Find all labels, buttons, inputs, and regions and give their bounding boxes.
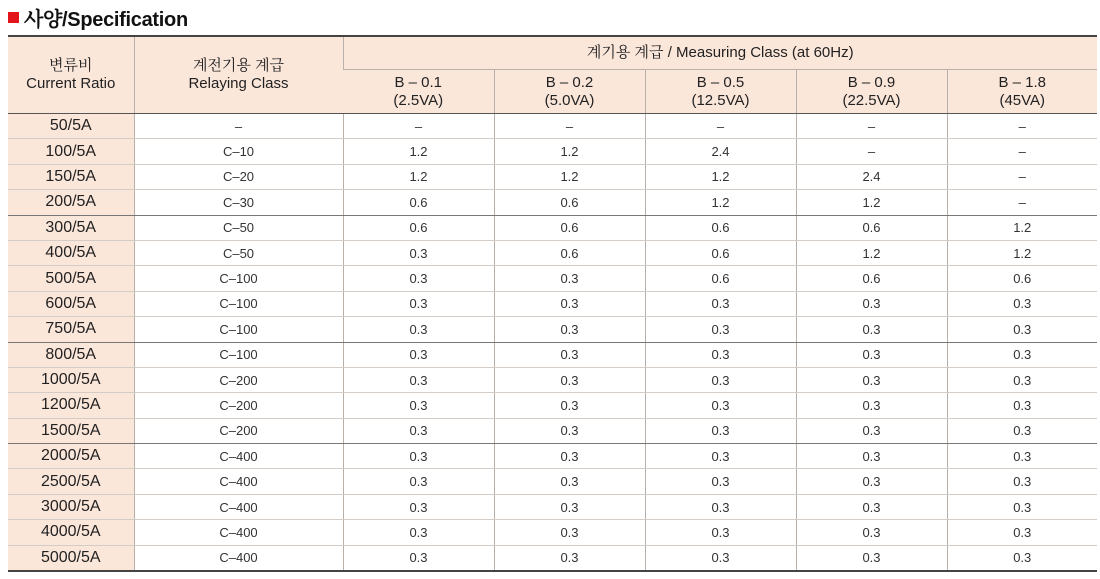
measuring-value-cell: 0.3 <box>796 494 947 519</box>
current-ratio-cell: 400/5A <box>8 240 134 265</box>
table-row <box>8 469 1097 494</box>
measuring-value-cell: 0.3 <box>947 342 1097 367</box>
measuring-value-cell: 0.3 <box>796 367 947 392</box>
header-measuring-class: 계기용 계급 / Measuring Class (at 60Hz) <box>343 36 1097 70</box>
measuring-value-cell: 0.6 <box>796 266 947 291</box>
header-class-va: (12.5VA) <box>691 91 750 109</box>
current-ratio-cell: 1000/5A <box>8 367 134 392</box>
measuring-value-cell: 0.3 <box>645 418 796 443</box>
header-class-name: B – 0.2 <box>545 73 594 91</box>
measuring-value-cell: 0.3 <box>947 393 1097 418</box>
relaying-class-cell: C–20 <box>134 164 343 189</box>
measuring-value-cell: 0.3 <box>947 545 1097 571</box>
relaying-class-cell: C–100 <box>134 317 343 342</box>
measuring-value-cell: – <box>343 114 494 139</box>
measuring-value-cell: 0.6 <box>645 266 796 291</box>
measuring-value-cell: – <box>796 114 947 139</box>
relaying-class-cell: C–200 <box>134 393 343 418</box>
measuring-value-cell: 1.2 <box>343 164 494 189</box>
measuring-value-cell: 1.2 <box>796 240 947 265</box>
measuring-value-cell: 0.3 <box>494 367 645 392</box>
measuring-value-cell: 0.3 <box>343 367 494 392</box>
current-ratio-cell: 750/5A <box>8 317 134 342</box>
measuring-value-cell: 0.3 <box>645 545 796 571</box>
relaying-class-cell: C–400 <box>134 494 343 519</box>
relaying-class-cell: C–200 <box>134 418 343 443</box>
red-square-icon <box>8 12 19 23</box>
measuring-value-cell: 0.3 <box>343 291 494 316</box>
current-ratio-cell: 50/5A <box>8 114 134 139</box>
table-row <box>8 444 1097 469</box>
measuring-value-cell: 0.3 <box>947 418 1097 443</box>
measuring-value-cell: 1.2 <box>796 190 947 215</box>
header-relaying-class-en: Relaying Class <box>188 75 289 92</box>
measuring-value-cell: 0.3 <box>796 418 947 443</box>
header-current-ratio-en: Current Ratio <box>26 75 116 92</box>
current-ratio-cell: 1200/5A <box>8 393 134 418</box>
measuring-value-cell: 1.2 <box>343 139 494 164</box>
measuring-value-cell: 0.3 <box>796 520 947 545</box>
header-class-2 <box>645 70 796 114</box>
measuring-value-cell: 0.3 <box>645 317 796 342</box>
table-row <box>8 545 1097 571</box>
relaying-class-cell: C–200 <box>134 367 343 392</box>
relaying-class-cell: C–400 <box>134 520 343 545</box>
header-class-va: (22.5VA) <box>842 91 901 109</box>
current-ratio-cell: 5000/5A <box>8 545 134 571</box>
measuring-value-cell: 0.6 <box>645 215 796 240</box>
measuring-value-cell: 0.3 <box>645 520 796 545</box>
measuring-value-cell: 0.3 <box>796 342 947 367</box>
header-class-va: (2.5VA) <box>393 91 444 109</box>
current-ratio-cell: 2000/5A <box>8 444 134 469</box>
relaying-class-cell: C–400 <box>134 469 343 494</box>
measuring-value-cell: 0.3 <box>947 494 1097 519</box>
measuring-value-cell: 2.4 <box>645 139 796 164</box>
measuring-value-cell: 0.3 <box>947 444 1097 469</box>
measuring-value-cell: 0.3 <box>343 494 494 519</box>
current-ratio-cell: 800/5A <box>8 342 134 367</box>
relaying-class-cell: – <box>134 114 343 139</box>
measuring-value-cell: 0.3 <box>796 469 947 494</box>
measuring-value-cell: 0.3 <box>343 342 494 367</box>
relaying-class-cell: C–400 <box>134 545 343 571</box>
relaying-class-cell: C–100 <box>134 266 343 291</box>
header-class-name: B – 1.8 <box>998 73 1047 91</box>
measuring-value-cell: 0.3 <box>343 317 494 342</box>
measuring-value-cell: 0.6 <box>494 190 645 215</box>
table-row <box>8 240 1097 265</box>
measuring-value-cell: 0.3 <box>645 494 796 519</box>
current-ratio-cell: 150/5A <box>8 164 134 189</box>
table-row <box>8 291 1097 316</box>
table-row <box>8 342 1097 367</box>
measuring-value-cell: 0.3 <box>494 342 645 367</box>
header-relaying-class <box>134 36 343 114</box>
measuring-value-cell: – <box>796 139 947 164</box>
measuring-value-cell: 0.3 <box>494 418 645 443</box>
measuring-value-cell: 0.6 <box>343 190 494 215</box>
current-ratio-cell: 200/5A <box>8 190 134 215</box>
table-row <box>8 367 1097 392</box>
measuring-value-cell: 0.6 <box>947 266 1097 291</box>
measuring-value-cell: 0.3 <box>494 291 645 316</box>
table-row <box>8 418 1097 443</box>
measuring-value-cell: – <box>947 190 1097 215</box>
header-class-3 <box>796 70 947 114</box>
relaying-class-cell: C–50 <box>134 215 343 240</box>
table-row <box>8 215 1097 240</box>
measuring-value-cell: 0.3 <box>947 469 1097 494</box>
measuring-value-cell: 0.3 <box>343 520 494 545</box>
relaying-class-cell: C–100 <box>134 342 343 367</box>
measuring-value-cell: 1.2 <box>494 139 645 164</box>
measuring-value-cell: 0.3 <box>494 520 645 545</box>
measuring-value-cell: 0.3 <box>645 367 796 392</box>
measuring-value-cell: 0.3 <box>947 367 1097 392</box>
measuring-value-cell: 1.2 <box>947 240 1097 265</box>
current-ratio-cell: 3000/5A <box>8 494 134 519</box>
measuring-value-cell: 0.3 <box>645 342 796 367</box>
measuring-value-cell: 0.3 <box>494 444 645 469</box>
table-row <box>8 164 1097 189</box>
current-ratio-cell: 1500/5A <box>8 418 134 443</box>
relaying-class-cell: C–10 <box>134 139 343 164</box>
measuring-value-cell: 0.3 <box>494 266 645 291</box>
table-row <box>8 266 1097 291</box>
header-class-name: B – 0.9 <box>847 73 896 91</box>
measuring-value-cell: 0.3 <box>343 393 494 418</box>
measuring-value-cell: 0.3 <box>796 444 947 469</box>
measuring-value-cell: 0.3 <box>343 240 494 265</box>
measuring-value-cell: 0.3 <box>494 317 645 342</box>
measuring-value-cell: 1.2 <box>645 190 796 215</box>
header-class-va: (5.0VA) <box>544 91 595 109</box>
measuring-value-cell: 0.6 <box>494 240 645 265</box>
current-ratio-cell: 100/5A <box>8 139 134 164</box>
measuring-value-cell: 0.3 <box>947 291 1097 316</box>
measuring-value-cell: 0.3 <box>947 317 1097 342</box>
header-current-ratio-ko: 변류비 <box>49 57 93 74</box>
table-row <box>8 114 1097 139</box>
header-current-ratio <box>8 36 134 114</box>
measuring-value-cell: 1.2 <box>947 215 1097 240</box>
measuring-value-cell: 0.3 <box>645 291 796 316</box>
measuring-value-cell: 0.3 <box>494 494 645 519</box>
measuring-value-cell: 0.3 <box>796 545 947 571</box>
measuring-value-cell: 1.2 <box>645 164 796 189</box>
current-ratio-cell: 2500/5A <box>8 469 134 494</box>
measuring-value-cell: – <box>645 114 796 139</box>
header-class-4 <box>947 70 1097 114</box>
header-class-name: B – 0.5 <box>696 73 745 91</box>
header-class-name: B – 0.1 <box>394 73 443 91</box>
measuring-value-cell: 0.3 <box>494 393 645 418</box>
measuring-value-cell: 0.3 <box>947 520 1097 545</box>
table-row <box>8 317 1097 342</box>
relaying-class-cell: C–400 <box>134 444 343 469</box>
measuring-value-cell: 0.3 <box>796 291 947 316</box>
table-row <box>8 139 1097 164</box>
current-ratio-cell: 4000/5A <box>8 520 134 545</box>
measuring-value-cell: 0.3 <box>343 444 494 469</box>
section-title-text: 사양/Specification <box>24 8 188 31</box>
measuring-value-cell: 0.3 <box>796 393 947 418</box>
measuring-value-cell: 0.6 <box>343 215 494 240</box>
measuring-value-cell: 2.4 <box>796 164 947 189</box>
table-row <box>8 393 1097 418</box>
measuring-value-cell: 0.3 <box>343 418 494 443</box>
section-title <box>8 4 188 30</box>
measuring-value-cell: 0.3 <box>494 469 645 494</box>
specification-table <box>8 35 1097 572</box>
measuring-value-cell: 0.6 <box>494 215 645 240</box>
table-row <box>8 494 1097 519</box>
measuring-value-cell: 0.3 <box>343 266 494 291</box>
measuring-value-cell: 0.3 <box>645 393 796 418</box>
header-class-0 <box>343 70 494 114</box>
measuring-value-cell: 0.3 <box>494 545 645 571</box>
measuring-value-cell: – <box>947 114 1097 139</box>
relaying-class-cell: C–30 <box>134 190 343 215</box>
table-row <box>8 520 1097 545</box>
header-class-1 <box>494 70 645 114</box>
measuring-value-cell: – <box>494 114 645 139</box>
measuring-value-cell: 0.3 <box>343 469 494 494</box>
current-ratio-cell: 500/5A <box>8 266 134 291</box>
current-ratio-cell: 300/5A <box>8 215 134 240</box>
measuring-value-cell: – <box>947 164 1097 189</box>
measuring-value-cell: 0.3 <box>645 469 796 494</box>
measuring-value-cell: 0.6 <box>796 215 947 240</box>
measuring-value-cell: 0.3 <box>645 444 796 469</box>
header-relaying-class-ko: 계전기용 계급 <box>192 57 285 74</box>
measuring-value-cell: 0.3 <box>343 545 494 571</box>
table-row <box>8 190 1097 215</box>
measuring-value-cell: 1.2 <box>494 164 645 189</box>
relaying-class-cell: C–50 <box>134 240 343 265</box>
measuring-value-cell: – <box>947 139 1097 164</box>
measuring-value-cell: 0.6 <box>645 240 796 265</box>
relaying-class-cell: C–100 <box>134 291 343 316</box>
header-class-va: (45VA) <box>999 91 1046 109</box>
measuring-value-cell: 0.3 <box>796 317 947 342</box>
current-ratio-cell: 600/5A <box>8 291 134 316</box>
